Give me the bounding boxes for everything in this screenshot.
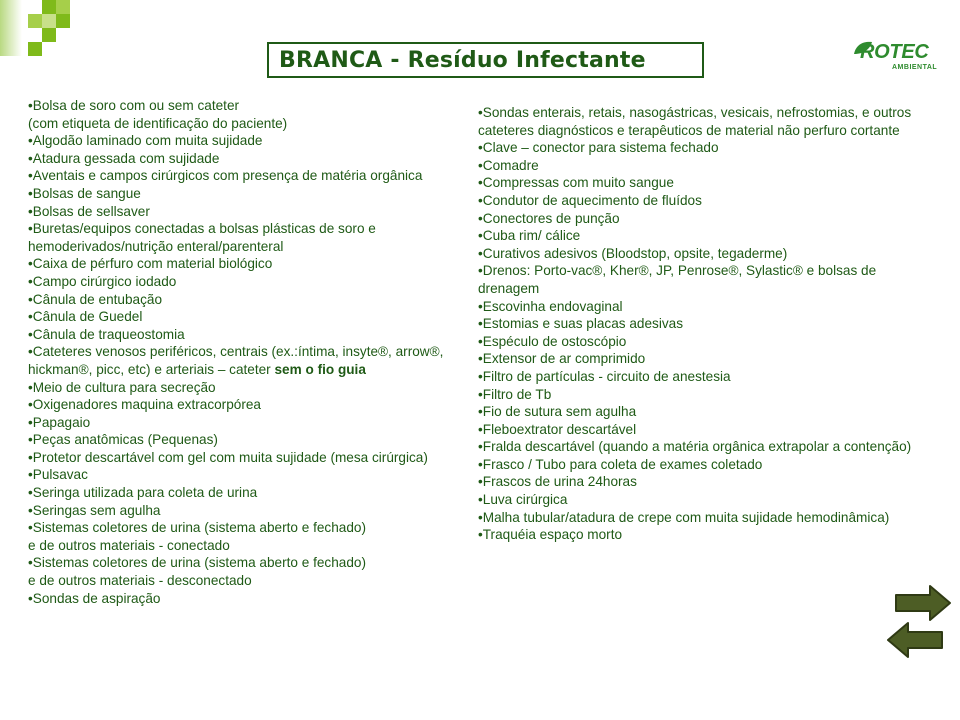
- list-item: •Frasco / Tubo para coleta de exames coletado: [478, 456, 763, 472]
- list-item: •Aventais e campos cirúrgicos com presença de matéria orgânica: [28, 168, 423, 184]
- left-column: [28, 97, 446, 607]
- list-item-cateter: [28, 343, 446, 378]
- arrow-left-icon[interactable]: [886, 621, 944, 659]
- list-item: •Campo cirúrgico iodado: [28, 273, 177, 289]
- list-item: •Sistemas coletores de urina (sistema aberto e fechado): [28, 555, 366, 571]
- list-item: •Extensor de ar comprimido: [478, 351, 646, 367]
- list-item: (com etiqueta de identificação do paciente): [28, 115, 288, 131]
- cateter-emphasis: sem o fio guia: [274, 361, 366, 377]
- list-item: e de outros materiais - desconectado: [28, 573, 252, 589]
- list-item: •Caixa de pérfuro com material biológico: [28, 256, 273, 272]
- list-item: •Oxigenadores maquina extracorpórea: [28, 397, 261, 413]
- list-item: •Condutor de aquecimento de fluídos: [478, 192, 702, 208]
- arrow-right-icon[interactable]: [894, 584, 952, 622]
- list-item: •Curativos adesivos (Bloodstop, opsite, tegaderme): [478, 245, 788, 261]
- list-item: •Comadre: [478, 157, 539, 173]
- list-item: •Fralda descartável (quando a matéria orgânica extrapolar a contenção): [478, 439, 912, 455]
- list-item: •Filtro de Tb: [478, 386, 552, 402]
- list-item: •Clave – conector para sistema fechado: [478, 140, 719, 156]
- list-item: •Atadura gessada com sujidade: [28, 150, 220, 166]
- list-item: •Sondas de aspiração: [28, 590, 161, 606]
- list-item: •Estomias e suas placas adesivas: [478, 316, 683, 332]
- list-item: •Filtro de partículas - circuito de anestesia: [478, 368, 731, 384]
- list-item: •Sondas enterais, retais, nasogástricas, vesicais, nefrostomias, e outros cateteres diagnósticos e terapêuticos de material não perfuro cortante: [478, 105, 912, 138]
- list-item: •Espéculo de ostoscópio: [478, 333, 627, 349]
- list-item: •Luva cirúrgica: [478, 492, 568, 508]
- list-item: •Peças anatômicas (Pequenas): [28, 432, 218, 448]
- list-item: •Pulsavac: [28, 467, 88, 483]
- page-title: BRANCA - Resíduo Infectante: [267, 42, 704, 78]
- list-item: •Protetor descartável com gel com muita sujidade (mesa cirúrgica): [28, 449, 428, 465]
- logo-brand: ROTEC: [860, 41, 929, 63]
- list-item: •Seringa utilizada para coleta de urina: [28, 485, 258, 501]
- list-item: •Drenos: Porto-vac®, Kher®, JP, Penrose®, Sylastic® e bolsas de drenagem: [478, 263, 877, 296]
- list-item: •Bolsa de soro com ou sem cateter: [28, 98, 240, 113]
- right-column: [478, 104, 933, 544]
- list-item: •Traquéia espaço morto: [478, 527, 623, 543]
- rotec-logo: [852, 40, 942, 76]
- corner-decoration: [0, 0, 80, 60]
- list-item: •Cânula de entubação: [28, 291, 163, 307]
- list-item: •Malha tubular/atadura de crepe com muita sujidade hemodinâmica): [478, 509, 890, 525]
- list-item: •Meio de cultura para secreção: [28, 379, 216, 395]
- list-item: •Cuba rim/ cálice: [478, 228, 581, 244]
- list-item: •Papagaio: [28, 414, 91, 430]
- list-item: •Bolsas de sangue: [28, 185, 141, 201]
- list-item: •Compressas com muito sangue: [478, 175, 674, 191]
- list-item: •Cânula de Guedel: [28, 309, 143, 325]
- list-item: •Buretas/equipos conectadas a bolsas plásticas de soro e hemoderivados/nutrição enteral/parenteral: [28, 221, 376, 254]
- list-item: •Seringas sem agulha: [28, 502, 161, 518]
- list-item: •Escovinha endovaginal: [478, 298, 623, 314]
- list-item: •Fio de sutura sem agulha: [478, 404, 637, 420]
- logo-sub: AMBIENTAL: [892, 64, 938, 71]
- list-item: •Bolsas de sellsaver: [28, 203, 150, 219]
- list-item: •Fleboextrator descartável: [478, 421, 637, 437]
- list-item: •Cânula de traqueostomia: [28, 326, 185, 342]
- cateter-text: •Cateteres venosos periféricos, centrais (ex.:íntima, insyte®, arrow®, hickman®, picc, etc) e arteriais – cateter: [28, 344, 444, 377]
- list-item: •Algodão laminado com muita sujidade: [28, 133, 263, 149]
- list-item: •Frascos de urina 24horas: [478, 474, 637, 490]
- list-item: •Conectores de punção: [478, 210, 620, 226]
- list-item: e de outros materiais - conectado: [28, 537, 230, 553]
- list-item: •Sistemas coletores de urina (sistema aberto e fechado): [28, 520, 366, 536]
